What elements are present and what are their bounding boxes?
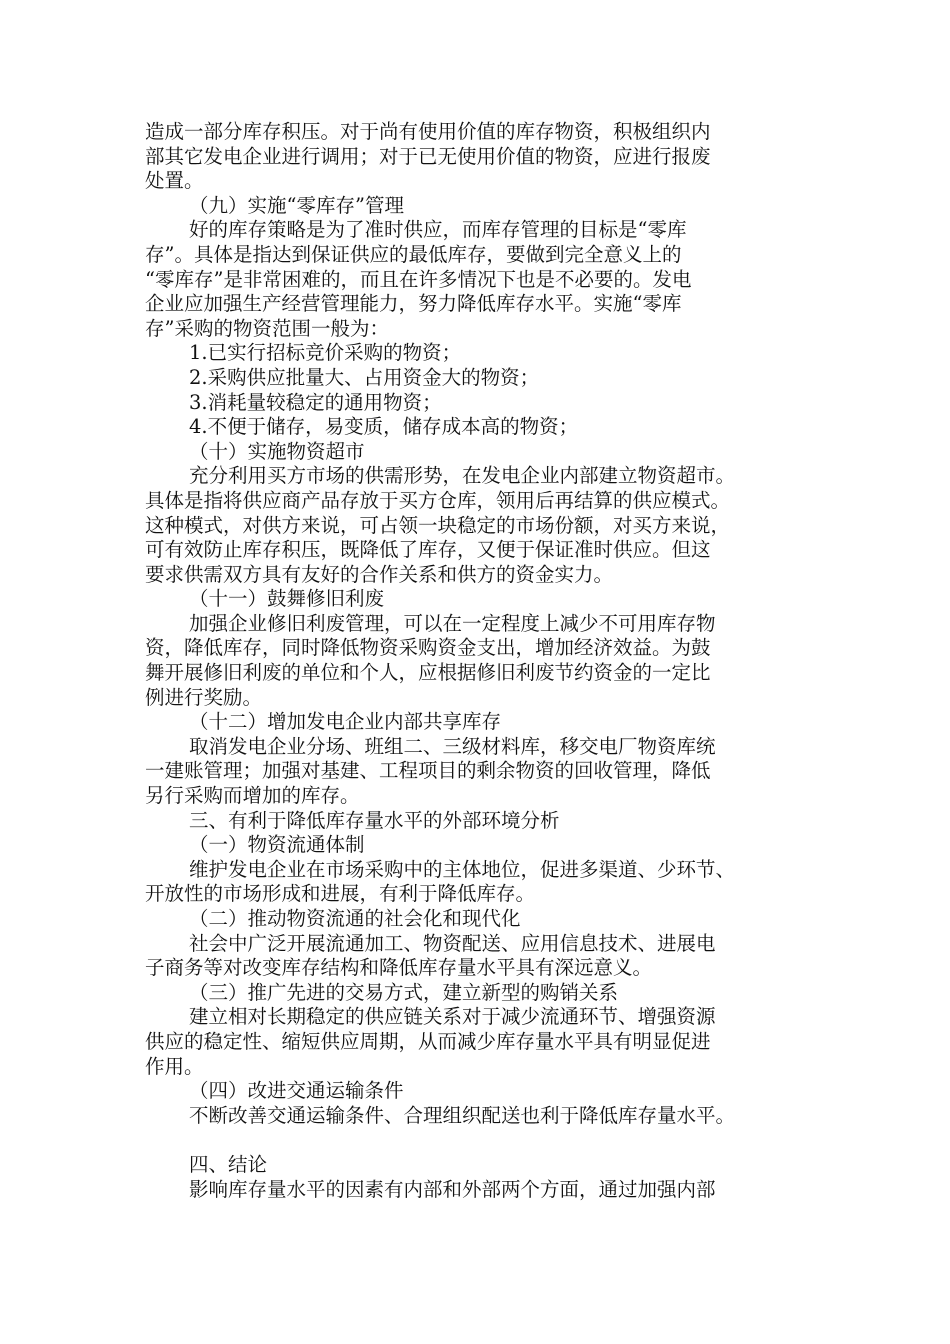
- text-line: （九）实施“零库存”管理: [189, 193, 404, 217]
- text-line: （四）改进交通运输条件: [189, 1079, 404, 1103]
- text-line: （十）实施物资超市: [189, 439, 365, 463]
- text-line: 舞开展修旧利废的单位和个人，应根据修旧利废节约资金的一定比: [145, 661, 711, 685]
- text-line: 作用。: [145, 1054, 204, 1078]
- text-line: 1.已实行招标竞价采购的物资；: [189, 341, 462, 365]
- text-line: 开放性的市场形成和进展，有利于降低库存。: [145, 882, 536, 906]
- text-line: 影响库存量水平的因素有内部和外部两个方面，通过加强内部: [189, 1177, 716, 1201]
- text-line: 加强企业修旧利废管理，可以在一定程度上减少不可用库存物: [189, 611, 716, 635]
- text-line: 存”采购的物资范围一般为：: [145, 316, 389, 340]
- text-line: 三、有利于降低库存量水平的外部环境分析: [189, 808, 560, 832]
- text-line: 建立相对长期稳定的供应链关系对于减少流通环节、增强资源: [189, 1005, 716, 1029]
- text-line: 企业应加强生产经营管理能力，努力降低库存水平。实施“零库: [145, 292, 682, 316]
- text-line: 要求供需双方具有友好的合作关系和供方的资金实力。: [145, 562, 614, 586]
- text-line: （二）推动物资流通的社会化和现代化: [189, 907, 521, 930]
- text-line: 好的库存策略是为了准时供应，而库存管理的目标是“零库: [189, 218, 687, 242]
- text-line: 资，降低库存，同时降低物资采购资金支出，增加经济效益。为鼓: [145, 636, 711, 660]
- text-line: “零库存”是非常困难的，而且在许多情况下也是不必要的。发电: [145, 267, 692, 291]
- text-line: 一建账管理；加强对基建、工程项目的剩余物资的回收管理，降低: [145, 759, 711, 783]
- text-line: 不断改善交通运输条件、合理组织配送也利于降低库存量水平。: [189, 1103, 736, 1127]
- text-line: 造成一部分库存积压。对于尚有使用价值的库存物资，积极组织内: [145, 120, 711, 143]
- text-line: 具体是指将供应商产品存放于买方仓库，领用后再结算的供应模式。: [145, 488, 731, 512]
- document-body: [145, 120, 810, 1202]
- text-line: 四、结论: [189, 1152, 268, 1176]
- text-line: 4.不便于储存，易变质，储存成本高的物资；: [189, 415, 579, 439]
- text-line: 社会中广泛开展流通加工、物资配送、应用信息技术、进展电: [189, 931, 716, 955]
- text-line: 3.消耗量较稳定的通用物资；: [189, 390, 442, 414]
- text-line: （十二）增加发电企业内部共享库存: [189, 710, 502, 734]
- text-line: （一）物资流通体制: [189, 833, 365, 857]
- text-line: （十一）鼓舞修旧利废: [189, 587, 385, 611]
- text-line: 处置。: [145, 169, 204, 193]
- text-line: 充分利用买方市场的供需形势，在发电企业内部建立物资超市。: [189, 464, 736, 488]
- text-line: 另行采购而增加的库存。: [145, 784, 360, 808]
- text-line: 供应的稳定性、缩短供应周期，从而减少库存量水平具有明显促进: [145, 1029, 711, 1053]
- text-line: 这种模式，对供方来说，可占领一块稳定的市场份额，对买方来说，: [145, 513, 731, 537]
- text-line: 2.采购供应批量大、占用资金大的物资；: [189, 365, 540, 389]
- text-line: 子商务等对改变库存结构和降低库存量水平具有深远意义。: [145, 956, 653, 980]
- text-line: 可有效防止库存积压，既降低了库存，又便于保证准时供应。但这: [145, 538, 711, 562]
- text-line: 存”。具体是指达到保证供应的最低库存，要做到完全意义上的: [145, 242, 682, 266]
- text-line: 例进行奖励。: [145, 685, 263, 709]
- text-line: 维护发电企业在市场采购中的主体地位，促进多渠道、少环节、: [189, 857, 736, 881]
- text-line: 取消发电企业分场、班组二、三级材料库，移交电厂物资库统: [189, 734, 716, 758]
- blank-line: [145, 1128, 810, 1153]
- text-line: （三）推广先进的交易方式，建立新型的购销关系: [189, 980, 619, 1004]
- text-line: 部其它发电企业进行调用；对于已无使用价值的物资，应进行报废: [145, 144, 711, 168]
